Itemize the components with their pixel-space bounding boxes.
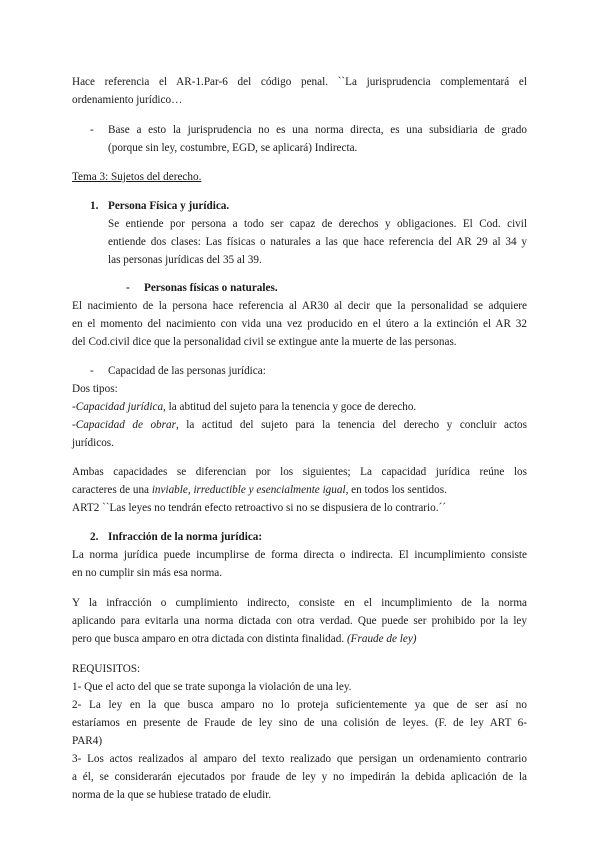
ambas-line-3: ART2 ``Las leyes no tendrán efecto retroactivo si no se dispusiera de lo contrario.´´ (72, 502, 446, 514)
nacimiento-line-1: El nacimiento de la persona hace referencia al AR30 al decir que la personalidad se adquiere (72, 300, 527, 312)
tipo-1-term: -Capacidad jurídica (72, 401, 164, 413)
dos-tipos-label: Dos tipos: (72, 383, 118, 395)
indirecta-line-3 (72, 630, 527, 648)
nacimiento-line-2: en el momento del nacimiento con vida una vez producido en el útero a la extinción el AR 32 (72, 318, 527, 330)
tipo-1-rest: , la abtitud del sujeto para la tenencia y goce de derecho. (163, 401, 417, 413)
indirecta-line-3-start: pero que busca amparo en otra dictada con distinta finalidad. (72, 633, 347, 645)
section-1-number: 1. (90, 200, 99, 212)
bullet-1-line-1: Base a esto la jurisprudencia no es una norma directa, es una subsidiaria de grado (108, 124, 527, 136)
section-2-number: 2. (90, 531, 99, 543)
ambas-line-2 (72, 481, 527, 499)
nacimiento-line-3: del Cod.civil dice que la personalidad civil se extingue ante la muerte de las personas. (72, 336, 457, 348)
requisitos-title: REQUISITOS: (72, 663, 141, 675)
bullet-1-line-2: (porque sin ley, costumbre, EGD, se aplicará) Indirecta. (108, 142, 358, 154)
capacidad-marker: - (90, 365, 94, 377)
capacidad-heading: Capacidad de las personas jurídica: (108, 365, 266, 377)
ambas-line-2-italic: inviable, irreductible y esencialmente igual (151, 484, 346, 496)
requisito-2-line-2: estaríamos en presente de Fraude de ley sino de una colisión de leyes. (F. de ley ART 6- (72, 717, 527, 729)
tipo-2-rest: , la actitud del sujeto para la tenencia del derecho y concluir actos (175, 419, 527, 431)
section-1-line-2: entiende dos clases: Las físicas o naturales a las que hace referencia del AR 29 al 34 y (108, 236, 527, 248)
intro-line-2: ordenamiento jurídico… (72, 94, 183, 106)
indirecta-line-3-italic: (Fraude de ley) (346, 633, 417, 645)
indirecta-line-1: Y la infracción o cumplimiento indirecto, consiste en el incumplimiento de la norma (72, 597, 527, 609)
tipo-2 (72, 416, 527, 434)
requisito-3-line-2: a él, se considerarán ejecutados por fraude de ley y no impedirán la debida aplicación de la (72, 771, 527, 783)
indirecta-line-2: aplicando para evitarla una norma dictada con otra verdad. Que puede ser prohibido por la ley (72, 615, 527, 627)
sub-heading: Personas físicas o naturales. (144, 282, 278, 294)
ambas-line-2-end: , en todos los sentidos. (345, 484, 447, 496)
ambas-line-1: Ambas capacidades se diferencian por los siguientes; La capacidad jurídica reúne los (72, 466, 527, 478)
ambas-line-2-start: caracteres de una (72, 484, 152, 496)
intro-line-1: Hace referencia el AR-1.Par-6 del código penal. ``La jurisprudencia complementará el (72, 76, 527, 88)
tema-title: Tema 3: Sujetos del derecho. (72, 171, 202, 183)
sub-heading-marker: - (126, 282, 130, 294)
requisito-3-line-1: 3- Los actos realizados al amparo del texto realizado que persigan un ordenamiento contrario (72, 753, 527, 765)
tipo-1 (72, 398, 527, 416)
requisito-3-line-3: norma de la que se hubiese tratado de eludir. (72, 789, 272, 801)
section-1-line-1: Se entiende por persona a todo ser capaz de derechos y obligaciones. El Cod. civil (108, 218, 527, 230)
tipo-2-line-2: jurídicos. (72, 437, 114, 449)
requisito-2-line-3: PAR4) (72, 735, 103, 747)
section-2-heading: Infracción de la norma jurídica: (108, 531, 263, 543)
tipo-2-term: -Capacidad de obrar (72, 419, 176, 431)
bullet-marker: - (90, 124, 94, 136)
requisito-1: 1- Que el acto del que se trate suponga la violación de una ley. (72, 681, 352, 693)
requisito-2-line-1: 2- La ley en la que busca amparo no lo proteja suficientemente ya que de ser así no (72, 699, 527, 711)
section-1-heading: Persona Física y jurídica. (108, 200, 230, 212)
section-2-line-2: en no cumplir sin más esa norma. (72, 567, 223, 579)
section-1-line-3: las personas jurídicas del 35 al 39. (108, 254, 262, 266)
section-2-line-1: La norma jurídica puede incumplirse de forma directa o indirecta. El incumplimiento consiste (72, 549, 527, 561)
